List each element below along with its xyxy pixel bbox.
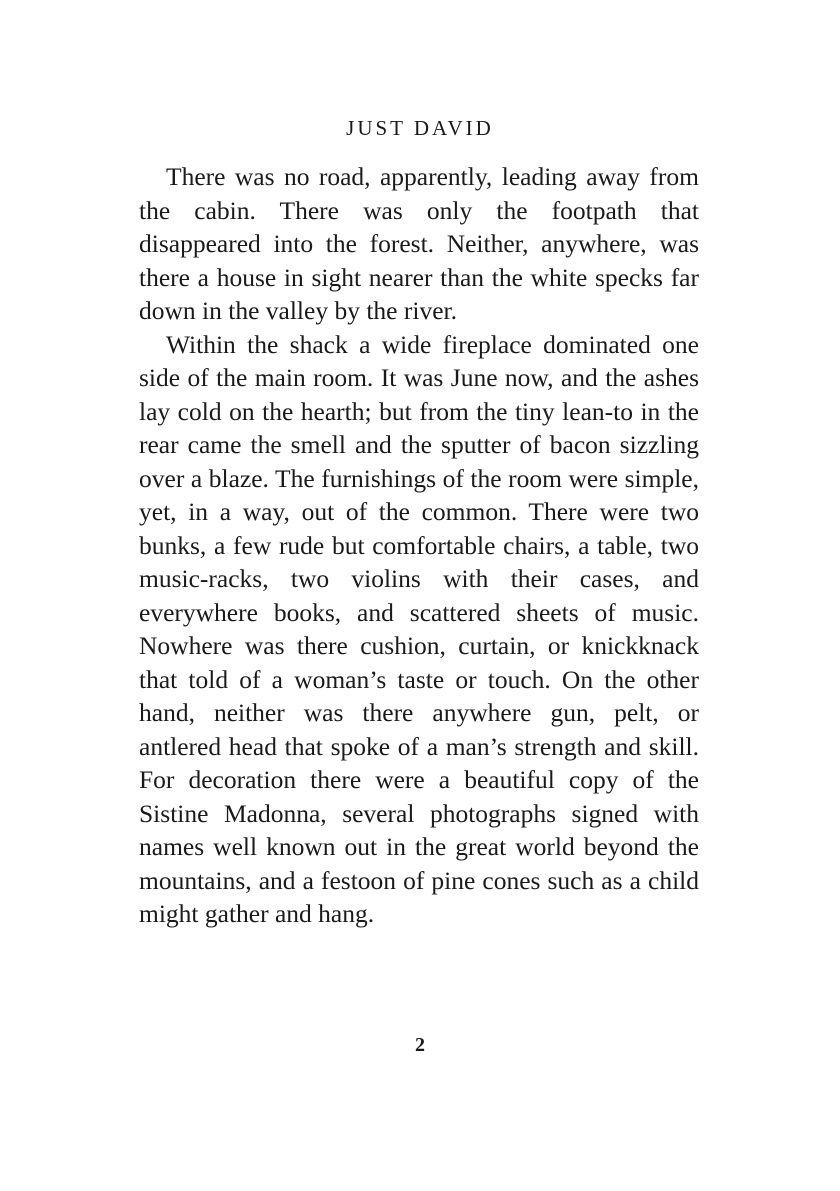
running-head-title: JUST DAVID [346, 116, 494, 140]
paragraph-2: Within the shack a wide fireplace dominated one side of the main room. It was June now, and the ashes lay cold on the hearth; but from the tiny lean-to in the rear came the smell and the sputter of bacon sizzling over a blaze. The furnishings of the room were simple, yet, in a way, out of the common. There were two bunks, a few rude but comfortable chairs, a table, two music-racks, two violins with their cases, and everywhere books, and scattered sheets of music. Nowhere was there cushion, curtain, or knickknack that told of a woman’s taste or touch. On the other hand, neither was there anywhere gun, pelt, or antlered head that spoke of a man’s strength and skill. For decoration there were a beautiful copy of the Sistine Madonna, several photographs signed with names well known out in the great world beyond the mountains, and a festoon of pine cones such as a child might gather and hang. [139, 329, 699, 928]
paragraph-1: There was no road, apparently, leading away from the cabin. There was only the footpath that disappeared into the forest. Neither, anywhere, was there a house in sight nearer than the white specks far down in the valley by the river. [139, 162, 699, 325]
page-number: 2 [415, 1034, 425, 1056]
body-text [139, 160, 699, 931]
